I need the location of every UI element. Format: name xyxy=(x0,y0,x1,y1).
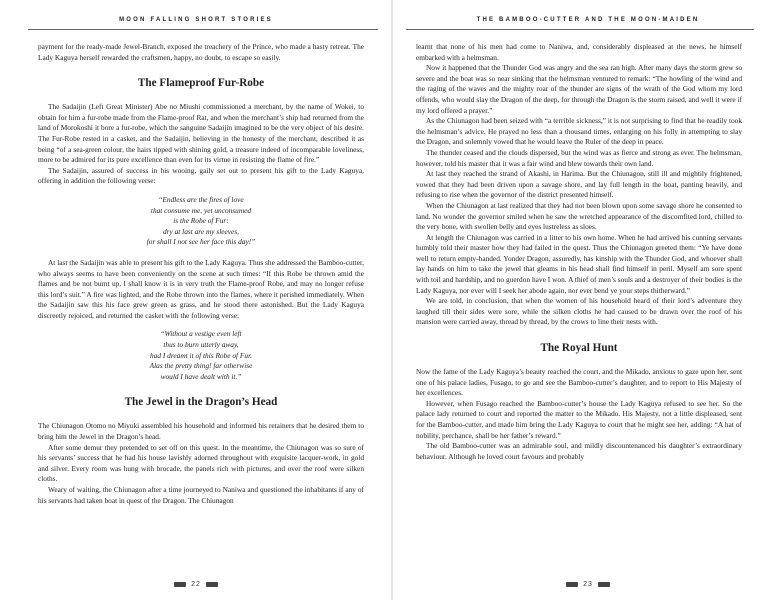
paragraph: At last they reached the strand of Akashi, in Harima. But the Chiunagon, still ill and mightily frightened, vowed that they had been driven upon a savage shore, and lay full length in the boat, panting heavily, and refusing to rise when the governor of the district presented himself. xyxy=(416,169,742,200)
verse-line: had I dreamt it of this Robe of Fur. xyxy=(150,350,252,360)
ornament-icon xyxy=(174,582,186,587)
running-head-right: THE BAMBOO-CUTTER AND THE MOON-MAIDEN xyxy=(476,17,700,23)
paragraph: At last the Sadaijin was able to present his gift to the Lady Kaguya. Thus she addressed the Bamboo-cutter, who always seems to have been conveniently on the scene at such times: “If this Robe be thrown amid the flames and be not burnt up, I shall know it is in very truth the Flame-proof Robe, and may no longer refuse this lord’s suit.” A fire was lighted, and the Robe thrown into the flames, where it perished immediately. When the Sadaijin saw this his face grew green as grass, and he stood there astonished. But the Lady Kaguya discreetly rejoiced, and returned the casket with the following verse: xyxy=(38,257,364,320)
paragraph: The thunder ceased and the clouds dispersed, but the wind was as fierce and strong as ever. The helmsman, however, told his master that it was a fair wind and blew towards their own land. xyxy=(416,147,742,168)
ornament-icon xyxy=(206,582,218,587)
paragraph: However, when Fusago reached the Bamboo-cutter’s house the Lady Kaguya refused to see her. So the palace lady returned to court and reported the matter to the Mikado. His Majesty, not a little displeased, sent for the Bamboo-cutter, and made him bring the Lady Kaguya to court that he might see her, adding: “A hat of nobility, perchance, shall be her father’s reward.” xyxy=(416,398,742,440)
verse-line: “Without a vestige even left xyxy=(160,329,242,339)
paragraph: Now it happened that the Thunder God was angry and the sea ran high. After many days the storm grew so severe and the boat was so near sinking that the helmsman ventured to remark: “The howling of the wind and the raging of the waves and the mighty roar of the thunder are signs of the wrath of the God whom my lord offends, who would slay the Dragon of the deep, for through the Dragon is the storm raised, and well it were if my lord offered a prayer.” xyxy=(416,63,742,115)
header-rule-left xyxy=(28,29,378,30)
right-page xyxy=(392,0,784,600)
running-head-left: MOON FALLING SHORT STORIES xyxy=(119,17,273,23)
verse-line: is the Robe of Fur: xyxy=(173,216,229,226)
page-number-left: 22 xyxy=(0,580,392,588)
paragraph: Now the fame of the Lady Kaguya’s beauty reached the court, and the Mikado, anxious to gaze upon her, sent one of his palace ladies, Fusago, to go and see the Bamboo-cutter’s daughter, and to report to His Majesty of her excellences. xyxy=(416,367,742,398)
paragraph: The Sadaijin (Left Great Minister) Abe no Miushi commissioned a merchant, by the name of Wokei, to obtain for him a fur-robe made from the Flame-proof Rat, and when the merchant’s ship had returned from the land of Morokoshi it bore a fur-robe, which the sanguine Sadaijin imagined to be the very object of his desire. The Fur-Robe rested in a casket, and the Sadaijin, believing in the honesty of the merchant, described it as being “of a sea-green colour, the hairs tipped with shining gold, a treasure indeed of incomparable loveliness, more to be admired for its pure excellence than even for its virtue in resisting the flame of fire.” xyxy=(38,102,364,165)
paragraph: learnt that none of his men had come to Naniwa, and, considerably displeased at the news, he himself embarked with a helmsman. xyxy=(416,42,742,62)
header-rule-right xyxy=(406,29,754,30)
paragraph: Weary of waiting, the Chiunagon after a time journeyed to Naniwa and questioned the inhabitants if any of his servants had taken boat in quest of the Dragon. The Chiunagon xyxy=(38,485,364,505)
paragraph: The old Bamboo-cutter was an admirable soul, and mildly discountenanced his daughter’s extraordinary behaviour. Although he loved court favours and probably xyxy=(416,441,742,461)
paragraph: The Sadaijin, assured of success in his wooing, gaily set out to present his gift to the Lady Kaguya, offering in addition the following verse: xyxy=(38,165,364,186)
section-heading-fur-robe: The Flameproof Fur-Robe xyxy=(137,77,265,90)
section-heading-dragon-jewel: The Jewel in the Dragon’s Head xyxy=(124,396,278,409)
paragraph: At length the Chiunagon was carried in a litter to his own home. When he had arrived his cunning servants humbly told their master how they had failed in the quest. Thus the Chiunagon greeted them: “Ye have done well to return empty-handed. Yonder Dragon, assuredly, has kinship with the Thunder God, and whoever shall lay hands on him to take the jewel that gleams in his head shall find himself in peril. Myself am sore spent with toil and hardship, and no guerdon have I won. A thief of men’s souls and a destroyer of their bodies is the Lady Kaguya, nor ever will I seek her abode again, nor ever bend ye your steps thitherward.” xyxy=(416,232,742,295)
paragraph: The Chiunagon Otomo no Miyuki assembled his household and informed his retainers that he desired them to bring him the Jewel in the Dragon’s head. xyxy=(38,421,364,442)
left-page-text xyxy=(38,42,364,506)
verse-line: Alas the pretty thing! far otherwise xyxy=(149,361,253,371)
section-heading-royal-hunt: The Royal Hunt xyxy=(540,342,618,355)
verse-line: for shall I not see her face this day!” xyxy=(146,237,256,247)
ornament-icon xyxy=(598,582,610,587)
verse-line: would I have dealt with it.” xyxy=(160,371,242,381)
page-number-right: 23 xyxy=(392,580,784,588)
paragraph: payment for the ready-made Jewel-Branch, exposed the treachery of the Prince, who made a hasty retreat. The Lady Kaguya herself rewarded the craftsmen, happy, no doubt, to escape so easily. xyxy=(38,42,364,62)
paragraph: When the Chiunagon at last realized that they had not been blown upon some savage shore he consented to land. No wonder the governor smiled when he saw the wretched appearance of the discomfited lord, chilled to the very bone, with swollen belly and eyes lustreless as sloes. xyxy=(416,200,742,232)
verse-block-2 xyxy=(38,329,364,382)
verse-line: dry at last are my sleeves, xyxy=(162,226,239,236)
ornament-icon xyxy=(566,582,578,587)
paragraph: We are told, in conclusion, that when the women of his household heard of their lord’s adventure they laughed till their sides were sore, while the silken cloths he had caused to be drawn over the roof of his mansion were carried away, thread by thread, by the crows to line their nests with. xyxy=(416,296,742,327)
verse-block-1 xyxy=(38,195,364,248)
verse-line: “Endless are the fires of love xyxy=(158,194,244,204)
paragraph: After some demur they pretended to set off on this quest. In the meantime, the Chiunagon was so sure of his servants’ success that he had his house lavishly adorned throughout with exquisite lacquer-work, in gold and silver. Every room was hung with brocade, the panels rich with pictures, and over the roof were silken cloths. xyxy=(38,442,364,484)
paragraph: As the Chiunagon had been seized with “a terrible sickness,” it is not surprising to find that he readily took the helmsman’s advice. He prayed no less than a thousand times, enlarging on his folly in attempting to slay the Dragon, and solemnly vowed that he would leave the Ruler of the deep in peace. xyxy=(416,116,742,147)
right-page-text xyxy=(416,42,742,462)
verse-line: thus to burn utterly away, xyxy=(163,340,239,350)
verse-line: that consume me, yet unconsumed xyxy=(150,205,252,215)
